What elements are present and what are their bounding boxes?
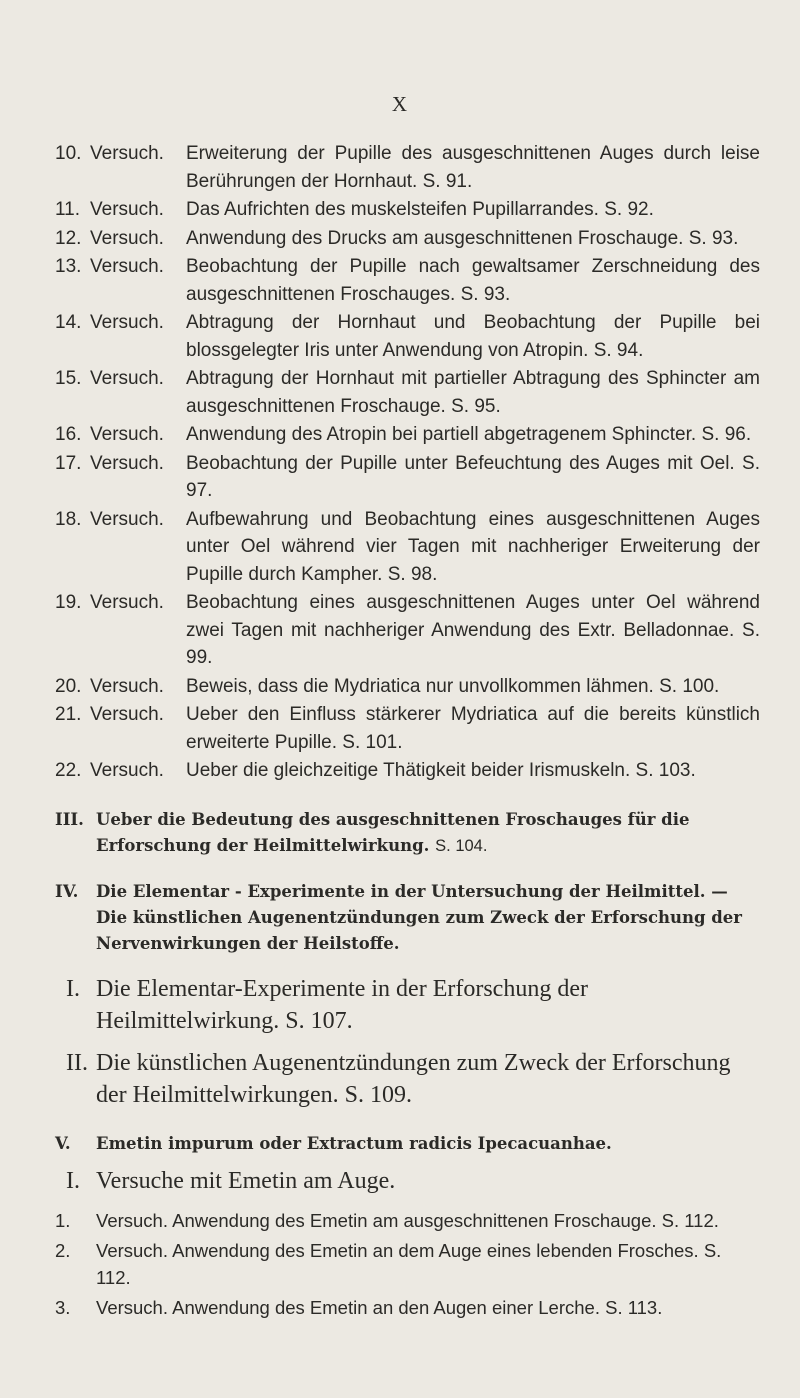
toc-entry-V-1	[0, 1207, 800, 1234]
entry-text: Erweiterung der Pupille des ausgeschnittenen Auges durch leise Berührungen der Hornhaut. S. 91.	[186, 143, 760, 192]
entry-text: Beweis, dass die Mydriatica nur unvollkommen lähmen. S. 100.	[186, 675, 720, 697]
entry-number: 11.	[55, 199, 81, 220]
entry-text: Beobachtung eines ausgeschnittenen Auges unter Oel während zwei Tagen mit nachheriger Anwendung des Extr. Belladonnae. S. 99.	[186, 592, 760, 668]
entry-keyword: Versuch.	[90, 143, 164, 164]
entry-keyword: Versuch.	[90, 760, 164, 781]
toc-entry-14	[0, 309, 800, 364]
entry-number: 12.	[55, 227, 82, 249]
entry-number: 18.	[55, 508, 82, 530]
section-title: Ueber die Bedeutung des ausgeschnittenen Froschauges für die Erforschung der Heilmittelwirkung.	[96, 809, 690, 855]
subsection-title: Versuche mit Emetin am Auge.	[96, 1167, 396, 1194]
toc-entry-21	[0, 701, 800, 756]
entry-number: 3.	[55, 1296, 71, 1318]
entry-text: Das Aufrichten des muskelsteifen Pupillarrandes. S. 92.	[186, 199, 654, 220]
entry-text: Versuch. Anwendung des Emetin an dem Auge eines lebenden Frosches. S. 112.	[96, 1239, 722, 1288]
entry-number: 17.	[55, 452, 82, 474]
table-of-contents	[0, 140, 800, 1324]
section-numeral: III.	[55, 809, 84, 829]
toc-entry-V-3	[0, 1294, 800, 1321]
entry-number: 13.	[55, 256, 82, 277]
entry-keyword: Versuch.	[90, 675, 164, 697]
section-V-heading	[0, 1131, 800, 1157]
entry-number: 1.	[55, 1209, 71, 1231]
entry-keyword: Versuch.	[90, 424, 164, 445]
section-III-heading	[0, 807, 800, 859]
subsection-numeral: I.	[66, 975, 80, 1002]
section-numeral: IV.	[55, 881, 79, 901]
toc-entry-22	[0, 757, 800, 785]
subsection-title: Die künstlichen Augenentzündungen zum Zweck der Erforschung der Heilmittelwirkungen. S. 109.	[96, 1049, 731, 1108]
toc-entry-V-2	[0, 1237, 800, 1291]
entry-keyword: Versuch.	[90, 368, 164, 389]
entry-text: Anwendung des Atropin bei partiell abgetragenem Sphincter. S. 96.	[186, 424, 752, 445]
entry-number: 2.	[55, 1239, 71, 1261]
entry-keyword: Versuch.	[90, 227, 164, 249]
entry-text: Ueber den Einfluss stärkerer Mydriatica auf die bereits künstlich erweiterte Pupille. S. 101.	[186, 704, 760, 753]
entry-text: Beobachtung der Pupille unter Befeuchtung des Auges mit Oel. S. 97.	[186, 452, 760, 501]
toc-entry-19	[0, 589, 800, 672]
entry-number: 15.	[55, 368, 82, 389]
entry-text: Beobachtung der Pupille nach gewaltsamer Zerschneidung des ausgeschnittenen Froschauges. S. 93.	[186, 256, 760, 305]
subsection-V-1	[0, 1165, 800, 1197]
section-title: Die Elementar - Experimente in der Untersuchung der Heilmittel. — Die künstlichen Augenentzündungen zum Zweck der Erforschung der Nervenwirkungen der Heilstoffe.	[96, 881, 742, 953]
entry-text: Aufbewahrung und Beobachtung eines ausgeschnittenen Auges unter Oel während vier Tagen mit nachheriger Erweiterung der Pupille durch Kampher. S. 98.	[186, 508, 760, 585]
toc-entry-20	[0, 673, 800, 701]
entry-number: 10.	[55, 143, 82, 164]
section-title: Emetin impurum oder Extractum radicis Ipecacuanhae.	[96, 1133, 612, 1153]
entry-keyword: Versuch.	[90, 452, 164, 474]
entry-keyword: Versuch.	[90, 256, 164, 277]
entry-keyword: Versuch.	[90, 704, 164, 725]
entry-keyword: Versuch.	[90, 508, 164, 530]
subsection-numeral: II.	[66, 1049, 88, 1076]
entry-keyword: Versuch.	[90, 312, 164, 333]
entry-text: Versuch. Anwendung des Emetin an den Augen einer Lerche. S. 113.	[96, 1296, 663, 1318]
toc-entry-13	[0, 253, 800, 308]
entry-number: 14.	[55, 312, 82, 333]
entry-number: 21.	[55, 704, 82, 725]
section-IV-heading	[0, 879, 800, 957]
entry-text: Ueber die gleichzeitige Thätigkeit beider Irismuskeln. S. 103.	[186, 760, 696, 781]
toc-entry-17	[0, 450, 800, 505]
toc-entry-10	[0, 140, 800, 195]
page-number: X	[391, 92, 409, 116]
subsection-IV-1	[0, 973, 800, 1037]
entry-text: Versuch. Anwendung des Emetin am ausgeschnittenen Froschauge. S. 112.	[96, 1209, 719, 1231]
entry-number: 20.	[55, 675, 82, 697]
entry-keyword: Versuch.	[90, 199, 164, 220]
section-page-ref: S. 104.	[435, 836, 488, 855]
entry-text: Abtragung der Hornhaut mit partieller Abtragung des Sphincter am ausgeschnittenen Froschauge. S. 95.	[186, 368, 760, 417]
entry-text: Anwendung des Drucks am ausgeschnittenen Froschauge. S. 93.	[186, 227, 739, 249]
toc-entry-15	[0, 365, 800, 420]
toc-entry-12	[0, 225, 800, 253]
toc-entry-18	[0, 506, 800, 589]
entry-number: 19.	[55, 592, 82, 613]
subsection-IV-2	[0, 1047, 800, 1111]
subsection-numeral: I.	[66, 1167, 80, 1194]
toc-entry-11	[0, 196, 800, 224]
subsection-title: Die Elementar-Experimente in der Erforschung der Heilmittelwirkung. S. 107.	[96, 975, 588, 1034]
entry-number: 16.	[55, 424, 82, 445]
entry-number: 22.	[55, 760, 82, 781]
toc-entry-16	[0, 421, 800, 449]
entry-keyword: Versuch.	[90, 592, 164, 613]
section-numeral: V.	[55, 1133, 71, 1153]
entry-text: Abtragung der Hornhaut und Beobachtung der Pupille bei blossgelegter Iris unter Anwendung von Atropin. S. 94.	[186, 312, 760, 361]
